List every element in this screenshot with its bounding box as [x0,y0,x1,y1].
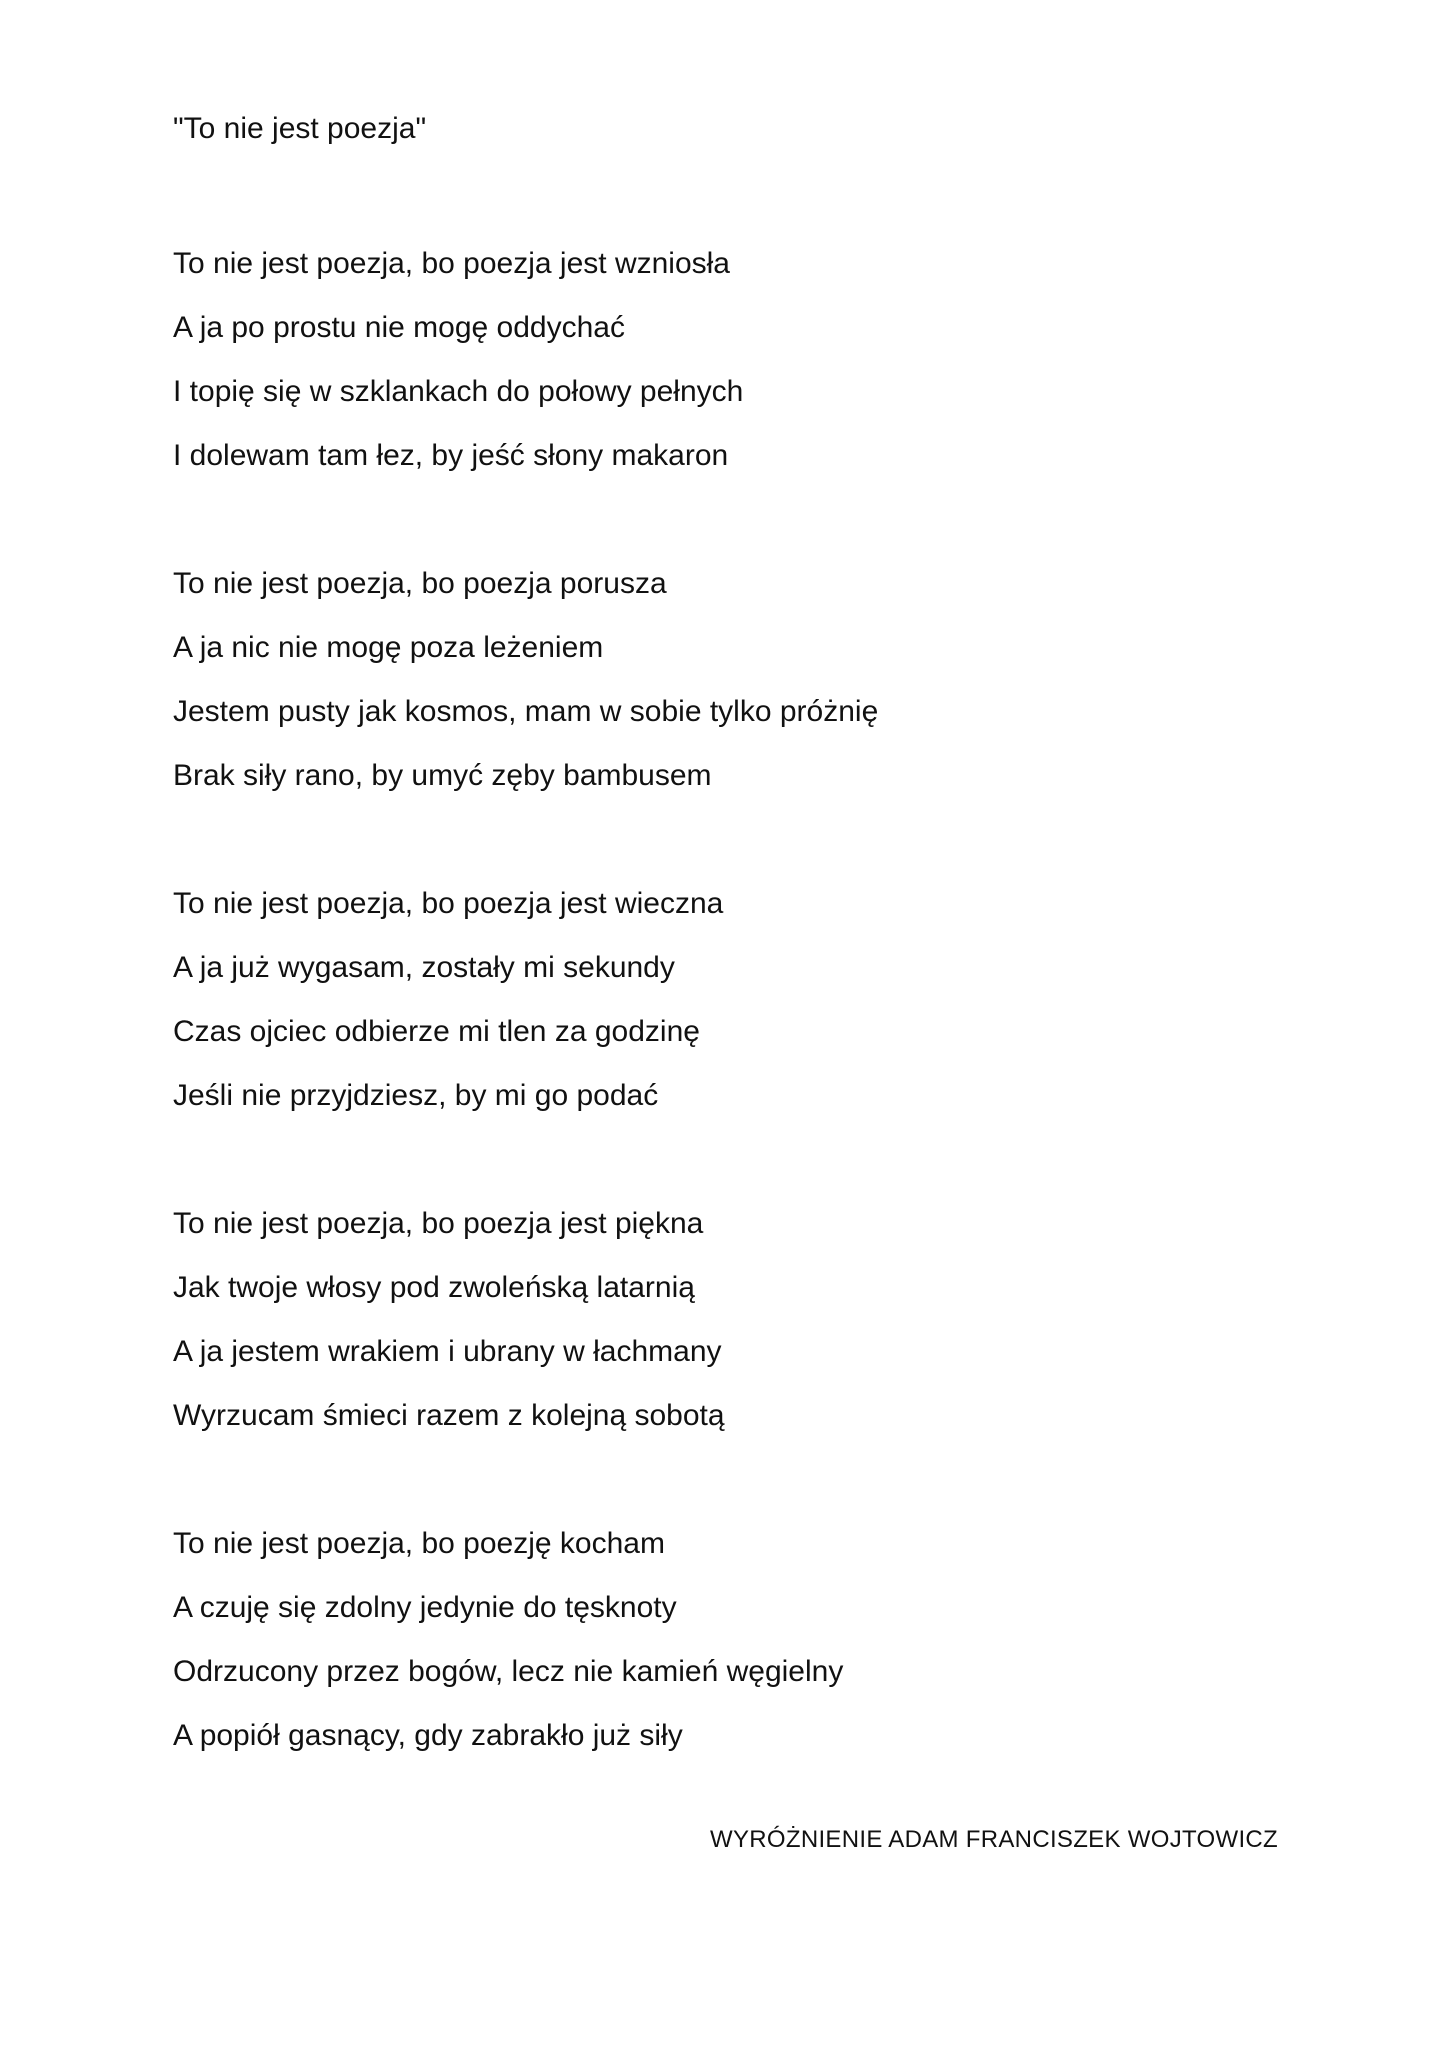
poem-line: Brak siły rano, by umyć zęby bambusem [173,759,712,792]
poem-line: To nie jest poezja, bo poezja porusza [173,567,667,600]
poem-line: A ja jestem wrakiem i ubrany w łachmany [173,1335,722,1368]
poem-line: Jestem pusty jak kosmos, mam w sobie tylko próżnię [173,695,879,728]
stanza-3 [173,872,1273,1128]
poem-line: Jak twoje włosy pod zwoleńską latarnią [173,1271,695,1304]
poem-line: A ja nic nie mogę poza leżeniem [173,631,604,664]
stanza-4 [173,1192,1273,1448]
poem-line: A ja już wygasam, zostały mi sekundy [173,951,675,984]
poem-title: "To nie jest poezja" [173,112,427,145]
poem-line: To nie jest poezja, bo poezja jest wzniosła [173,247,730,280]
poem-line: I topię się w szklankach do połowy pełnych [173,375,744,408]
poem [173,104,1273,1832]
poem-line: To nie jest poezja, bo poezja jest wieczna [173,887,724,920]
poem-line: A ja po prostu nie mogę oddychać [173,311,625,344]
signature: WYRÓŻNIENIE ADAM FRANCISZEK WOJTOWICZ [710,1826,1278,1853]
poem-line: Wyrzucam śmieci razem z kolejną sobotą [173,1399,725,1432]
poem-line: Czas ojciec odbierze mi tlen za godzinę [173,1015,700,1048]
poem-line: A popiół gasnący, gdy zabrakło już siły [173,1719,683,1752]
stanza-1 [173,232,1273,488]
poem-line: Jeśli nie przyjdziesz, by mi go podać [173,1079,659,1112]
poem-line: To nie jest poezja, bo poezja jest piękna [173,1207,704,1240]
poem-line: A czuję się zdolny jedynie do tęsknoty [173,1591,677,1624]
poem-line: Odrzucony przez bogów, lecz nie kamień węgielny [173,1655,844,1688]
poem-line: I dolewam tam łez, by jeść słony makaron [173,439,729,472]
poem-line: To nie jest poezja, bo poezję kocham [173,1527,665,1560]
stanza-5 [173,1512,1273,1768]
stanza-2 [173,552,1273,808]
